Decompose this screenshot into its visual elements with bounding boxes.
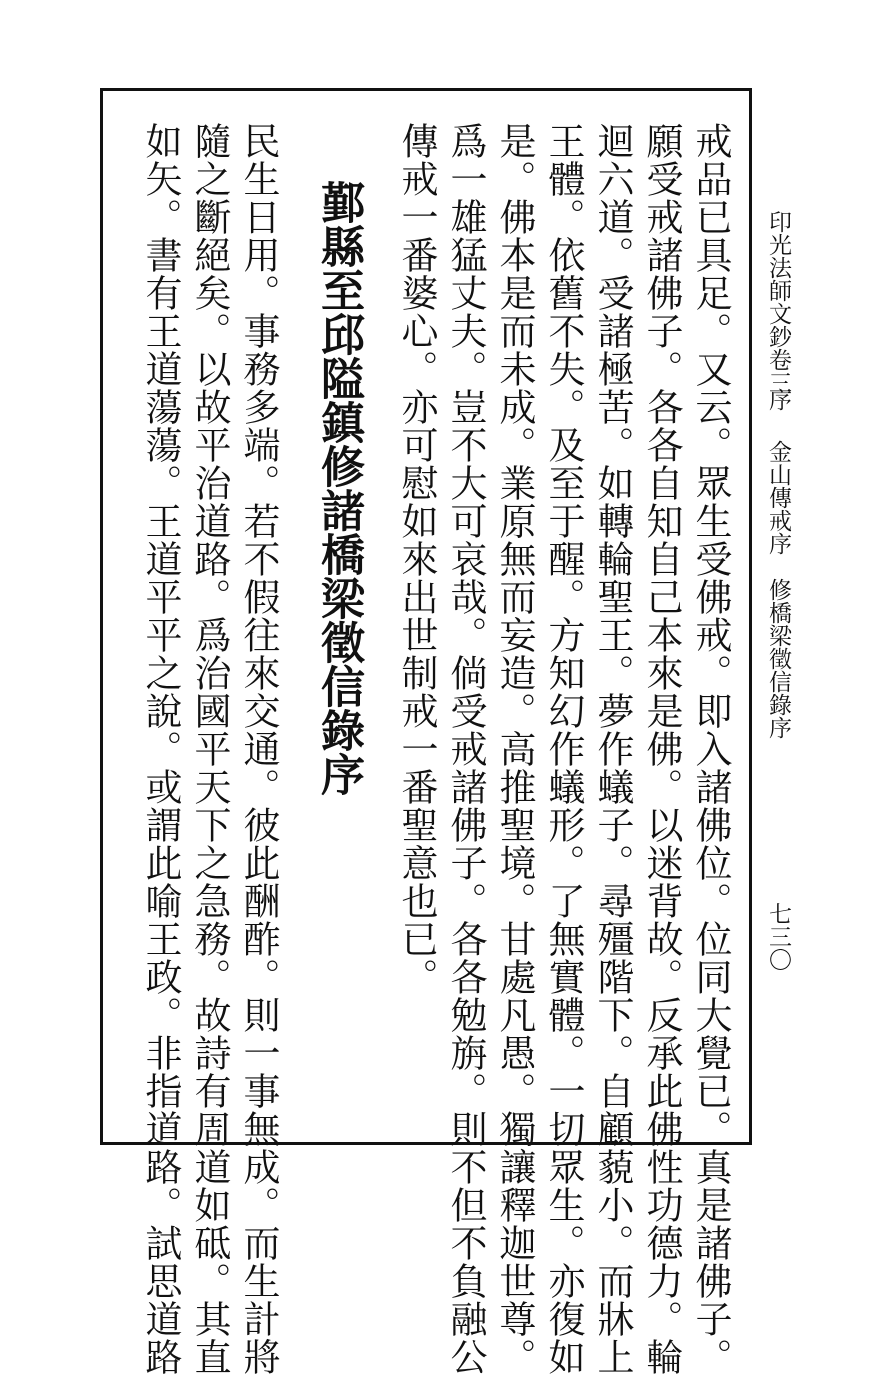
running-header-section: 序 (765, 388, 791, 411)
running-header-book-title: 印光法師文鈔卷三 (765, 210, 791, 394)
text-column-11: 如矢。書有王道蕩蕩。王道平平之說。或謂此喻王政。非指道路。試思道路 (139, 122, 182, 1376)
text-column-6: 爲一雄猛丈夫。豈不大可哀哉。倘受戒諸佛子。各各勉旃。則不但不負融公 (444, 122, 487, 1376)
running-header-article-titles: 金山傳戒序 修橋梁徵信錄序 (765, 440, 791, 739)
text-column-10: 隨之斷絕矣。以故平治道路。爲治國平天下之急務。故詩有周道如砥。其直 (188, 122, 231, 1376)
section-title: 鄞縣至邱隘鎮修諸橋梁徵信錄序 (313, 180, 364, 796)
text-column-7: 傳戒一番婆心。亦可慰如來出世制戒一番聖意也已。 (395, 122, 438, 996)
text-column-4: 王體。依舊不失。及至于醒。方知幻作蟻形。了無實體。一切眾生。亦復如 (542, 122, 585, 1376)
text-column-3: 迴六道。受諸極苦。如轉輪聖王。夢作蟻子。尋殭階下。自顧藐小。而牀上 (591, 122, 634, 1376)
text-column-9: 民生日用。事務多端。若不假往來交通。彼此酬酢。則一事無成。而生計將 (237, 122, 280, 1376)
text-column-2: 願受戒諸佛子。各各自知自己本來是佛。以迷背故。反承此佛性功德力。輪 (640, 122, 683, 1376)
page-number: 七三〇 (765, 902, 791, 971)
text-column-1: 戒品已具足。又云。眾生受佛戒。即入諸佛位。位同大覺已。真是諸佛子。 (689, 122, 732, 1376)
text-column-5: 是。佛本是而未成。業原無而妄造。高推聖境。甘處凡愚。獨讓釋迦世尊。 (493, 122, 536, 1376)
